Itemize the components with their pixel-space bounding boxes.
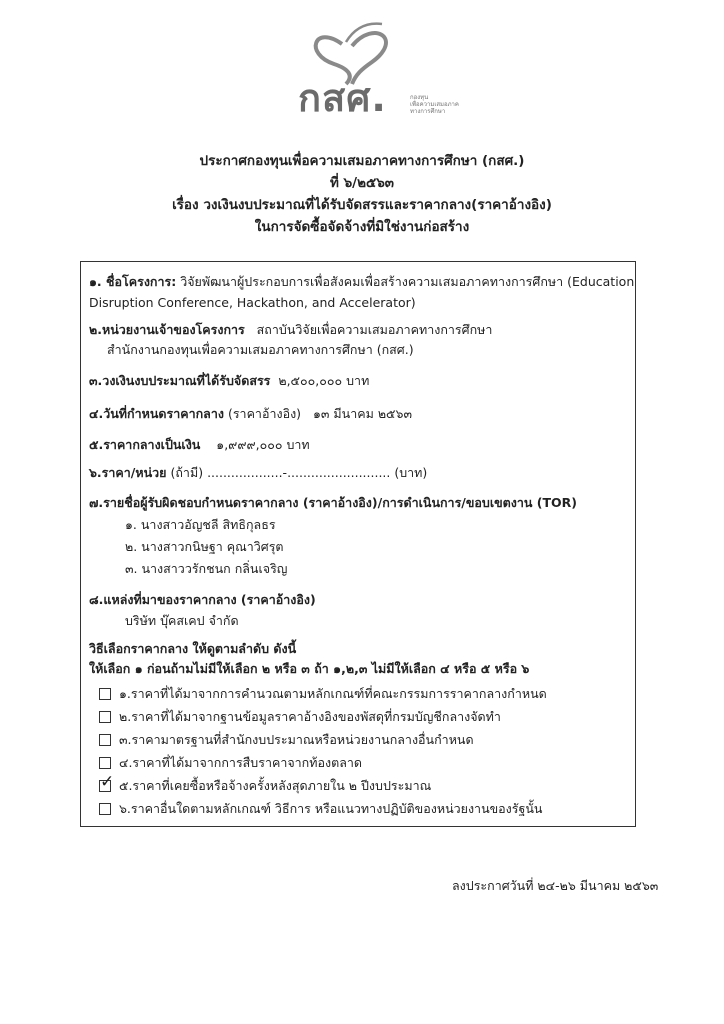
option-3-checkbox[interactable] <box>99 734 111 746</box>
logo-subtitle-line: กองทุน <box>410 94 429 101</box>
option-4-label: ๔.ราคาที่ได้มาจากการสืบราคาจากท้องตลาด <box>119 755 363 770</box>
owner-unit-value-cont: สำนักงานกองทุนเพื่อความเสมอภาคทางการศึกษา (กสศ.) <box>107 342 414 357</box>
reference-date-value: ๑๓ มีนาคม ๒๕๖๓ <box>312 406 412 421</box>
unit-price-row <box>89 464 427 482</box>
project-name-label: ๑. ชื่อโครงการ: <box>89 274 177 289</box>
header-line-2: ที่ ๖/๒๕๖๓ <box>329 175 394 191</box>
announcement-date: ลงประกาศวันที่ ๒๔-๒๖ มีนาคม ๒๕๖๓ <box>452 878 659 893</box>
logo-wordmark: กสศ. <box>298 76 387 120</box>
median-price-row <box>89 436 310 454</box>
option-4-checkbox[interactable] <box>99 757 111 769</box>
responsible-person-3: ๓. นางสาววรักชนก กลิ่นเจริญ <box>125 561 288 576</box>
reference-date-paren: (ราคาอ้างอิง) <box>227 406 302 421</box>
median-price-value: ๑,๙๙๙,๐๐๐ บาท <box>216 437 310 452</box>
check-mark-icon: ✓ <box>100 772 115 792</box>
method-instruction: ให้เลือก ๑ ก่อนถ้ามไม่มีให้เลือก ๒ หรือ ๓ ถ้า ๑,๒,๓ ไม่มีให้เลือก ๔ หรือ ๕ หรือ ๖ <box>89 661 530 676</box>
price-source-label: ๘.แหล่งที่มาของราคากลาง (ราคาอ้างอิง) <box>89 592 316 607</box>
responsible-person-2: ๒. นางสาวกนิษฐา คุณาวิศรุต <box>125 539 284 554</box>
option-6-label: ๖.ราคาอื่นใดตามหลักเกณฑ์ วิธีการ หรือแนวทางปฏิบัติของหน่วยงานของรัฐนั้น <box>119 801 543 816</box>
header-line-4: ในการจัดซื้อจัดจ้างที่มิใช่งานก่อสร้าง <box>254 219 470 235</box>
announcement-header <box>0 150 724 238</box>
method-heading: วิธีเลือกราคากลาง ให้ดูตามลำดับ ดังนี้ <box>89 641 297 656</box>
option-6-checkbox[interactable] <box>99 803 111 815</box>
project-name-value: วิจัยพัฒนาผู้ประกอบการเพื่อสังคมเพื่อสร้างความเสมอภาคทางการศึกษา (Education <box>180 274 635 289</box>
option-1-label: ๑.ราคาที่ได้มาจากการคำนวณตามหลักเกณฑ์ที่คณะกรรมการราคากลางกำหนด <box>119 686 547 701</box>
budget-row <box>89 372 369 390</box>
owner-unit-label: ๒.หน่วยงานเจ้าของโครงการ <box>89 322 245 337</box>
owner-unit-value: สถาบันวิจัยเพื่อความเสมอภาคทางการศึกษา <box>256 322 493 337</box>
logo-subtitle <box>410 94 458 115</box>
logo-subtitle-line: เพื่อความเสมอภาค <box>410 101 459 108</box>
details-box <box>80 261 636 827</box>
budget-label: ๓.วงเงินงบประมาณที่ได้รับจัดสรร <box>89 373 271 388</box>
header-line-3: เรื่อง วงเงินงบประมาณที่ได้รับจัดสรรและราคากลาง(ราคาอ้างอิง) <box>172 197 552 213</box>
logo-subtitle-line: ทางการศึกษา <box>410 108 446 115</box>
option-3-label: ๓.ราคามาตรฐานที่สำนักงบประมาณหรือหน่วยงานกลางอื่นกำหนด <box>119 732 474 747</box>
reference-date-label: ๔.วันที่กำหนดราคากลาง <box>89 406 224 421</box>
project-name-row <box>89 273 634 291</box>
header-line-1: ประกาศกองทุนเพื่อความเสมอภาคทางการศึกษา (กสศ.) <box>199 153 525 169</box>
option-5-checkbox[interactable] <box>99 772 115 792</box>
reference-date-row <box>89 405 412 423</box>
organization-logo <box>294 14 459 130</box>
responsible-persons-label: ๗.รายชื่อผู้รับผิดชอบกำหนดราคากลาง (ราคาอ้างอิง)/การดำเนินการ/ขอบเขตงาน (TOR) <box>89 495 578 510</box>
responsible-person-1: ๑. นางสาวอัญชลี สิทธิกุลธร <box>125 517 276 532</box>
project-name-value-cont: Disruption Conference, Hackathon, and Accelerator) <box>89 295 416 310</box>
price-source-value: บริษัท บุ๊คสเคป จำกัด <box>125 613 239 628</box>
unit-price-value: ...................-.......................... (บาท) <box>207 465 428 480</box>
unit-price-paren: (ถ้ามี) <box>170 465 204 480</box>
option-2-checkbox[interactable] <box>99 711 111 723</box>
unit-price-label: ๖.ราคา/หน่วย <box>89 465 167 480</box>
option-1-checkbox[interactable] <box>99 688 111 700</box>
budget-value: ๒,๕๐๐,๐๐๐ บาท <box>278 373 370 388</box>
median-price-label: ๕.ราคากลางเป็นเงิน <box>89 437 201 452</box>
option-5-label: ๕.ราคาที่เคยซื้อหรือจ้างครั้งหลังสุดภายใน ๒ ปีงบประมาณ <box>119 778 432 793</box>
owner-unit-row <box>89 321 492 339</box>
option-2-label: ๒.ราคาที่ได้มาจากฐานข้อมูลราคาอ้างอิงของพัสดุที่กรมบัญชีกลางจัดทำ <box>119 709 501 724</box>
